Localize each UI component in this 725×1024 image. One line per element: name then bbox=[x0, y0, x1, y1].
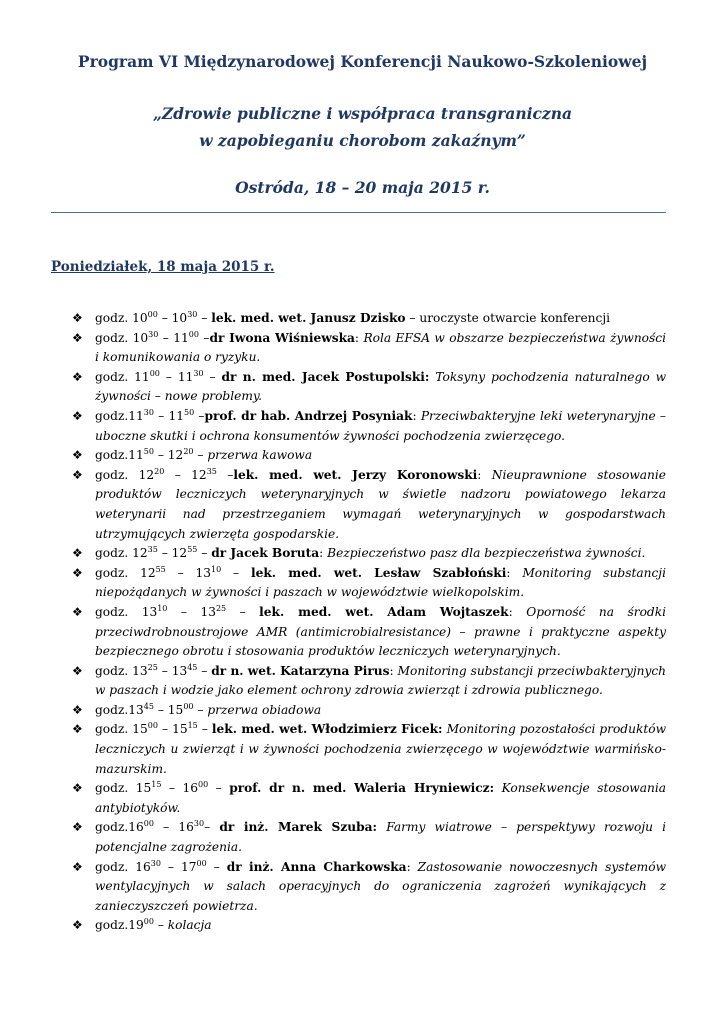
speaker-name: lek. med. wet. Lesław Szabłoński bbox=[250, 565, 507, 580]
schedule-item bbox=[72, 701, 666, 721]
start-minutes: 55 bbox=[155, 564, 166, 574]
end-hour: 13 bbox=[171, 663, 188, 678]
speaker-name: lek. med. wet. Włodzimierz Ficek: bbox=[211, 722, 443, 737]
speaker-separator: : bbox=[506, 565, 523, 580]
speaker-separator: : bbox=[477, 467, 492, 482]
time-prefix: godz. bbox=[95, 918, 129, 933]
start-minutes: 00 bbox=[143, 917, 154, 927]
start-hour: 13 bbox=[132, 663, 148, 678]
schedule-item bbox=[72, 564, 666, 603]
end-minutes: 45 bbox=[187, 662, 198, 672]
time-separator: – bbox=[157, 722, 173, 737]
talk-title: Farmy wiatrowe – perspektywy rozwoju i potencjalne zagrożenia. bbox=[95, 820, 667, 855]
end-minutes: 10 bbox=[211, 564, 222, 574]
start-hour: 11 bbox=[128, 448, 144, 463]
talk-title: przerwa kawowa bbox=[207, 448, 313, 463]
time-prefix: godz. bbox=[95, 408, 129, 423]
time-suffix: – bbox=[221, 565, 251, 580]
end-minutes: 00 bbox=[183, 701, 194, 711]
schedule-item bbox=[72, 368, 666, 407]
diamond-bullet-icon: ❖ bbox=[72, 330, 83, 345]
time-suffix: – bbox=[193, 448, 208, 463]
end-hour: 12 bbox=[191, 467, 207, 482]
diamond-bullet-icon: ❖ bbox=[72, 859, 83, 874]
start-minutes: 45 bbox=[143, 701, 154, 711]
schedule-item bbox=[72, 603, 666, 662]
talk-title: Rola EFSA w obszarze bezpieczeństwa żywności i komunikowania o ryzyku. bbox=[95, 330, 667, 365]
diamond-bullet-icon: ❖ bbox=[72, 820, 83, 835]
end-minutes: 00 bbox=[197, 780, 209, 790]
time-suffix: – bbox=[216, 467, 234, 482]
time-separator: – bbox=[153, 820, 179, 835]
start-hour: 16 bbox=[135, 859, 151, 874]
end-minutes: 30 bbox=[193, 368, 204, 378]
end-minutes: 50 bbox=[183, 407, 195, 417]
speaker-name: lek. med. wet. Janusz Dzisko bbox=[211, 311, 406, 325]
start-hour: 12 bbox=[132, 546, 148, 561]
start-minutes: 10 bbox=[157, 603, 168, 613]
end-hour: 15 bbox=[172, 722, 188, 737]
speaker-name: dr Jacek Boruta bbox=[211, 546, 320, 561]
time-suffix: – bbox=[197, 546, 212, 561]
time-suffix: – bbox=[198, 330, 210, 345]
talk-title: Monitoring pozostałości produktów leczniczych u zwierząt i w żywności pochodzenia zwierzęcego w województwie warmińsko-mazurskim. bbox=[95, 722, 667, 776]
diamond-bullet-icon: ❖ bbox=[72, 369, 83, 384]
schedule-item bbox=[72, 818, 666, 857]
time-prefix: godz. bbox=[95, 546, 133, 561]
time-separator: – bbox=[157, 311, 172, 325]
day-heading: Poniedziałek, 18 maja 2015 r. bbox=[51, 259, 275, 275]
start-minutes: 30 bbox=[143, 407, 154, 417]
start-hour: 19 bbox=[128, 918, 144, 933]
time-prefix: godz. bbox=[95, 722, 133, 737]
end-hour: 11 bbox=[168, 408, 184, 423]
schedule-item bbox=[72, 779, 666, 818]
start-minutes: 25 bbox=[147, 662, 158, 672]
end-hour: 11 bbox=[173, 330, 189, 345]
schedule-list bbox=[72, 309, 666, 936]
start-minutes: 00 bbox=[147, 721, 158, 731]
time-prefix: godz. bbox=[95, 448, 129, 463]
start-minutes: 30 bbox=[150, 858, 161, 868]
time-prefix: godz. bbox=[95, 663, 133, 678]
diamond-bullet-icon: ❖ bbox=[72, 663, 83, 678]
talk-title: Przeciwbakteryjne leki weterynaryjne – uboczne skutki i ochrona konsumentów żywności pochodzenia zwierzęcego. bbox=[95, 408, 666, 443]
time-prefix: godz. bbox=[95, 565, 141, 580]
time-separator: – bbox=[153, 702, 168, 717]
time-suffix: – bbox=[193, 702, 208, 717]
start-minutes: 00 bbox=[149, 368, 160, 378]
subtitle-line-2: w zapobieganiu chorobom zakaźnym” bbox=[199, 131, 526, 150]
time-separator: – bbox=[160, 859, 181, 874]
time-suffix: – bbox=[153, 918, 168, 933]
end-minutes: 15 bbox=[187, 721, 198, 731]
time-suffix: – bbox=[206, 859, 227, 874]
talk-title: Zastosowanie nowoczesnych systemów wentylacyjnych w salach operacyjnych do ograniczenia zagrożeń wynikających z zanieczyszczeń powietrza. bbox=[95, 859, 667, 913]
speaker-name: dr n. med. Jacek Postupolski: bbox=[221, 369, 430, 384]
document-title: Program VI Międzynarodowej Konferencji Naukowo-Szkoleniowej bbox=[77, 52, 648, 71]
time-separator: – bbox=[164, 467, 192, 482]
conference-subtitle bbox=[0, 100, 725, 154]
item-description: – uroczyste otwarcie konferencji bbox=[405, 311, 611, 325]
end-minutes: 00 bbox=[196, 858, 207, 868]
speaker-name: prof. dr n. med. Waleria Hryniewicz: bbox=[229, 781, 495, 796]
schedule-item bbox=[72, 329, 666, 368]
time-prefix: godz. bbox=[95, 702, 129, 717]
start-hour: 13 bbox=[128, 702, 144, 717]
time-prefix: godz. bbox=[95, 467, 139, 482]
speaker-separator: : bbox=[319, 546, 328, 561]
diamond-bullet-icon: ❖ bbox=[72, 565, 83, 580]
start-hour: 10 bbox=[132, 311, 148, 325]
start-hour: 12 bbox=[140, 565, 156, 580]
end-minutes: 35 bbox=[206, 466, 217, 476]
start-hour: 13 bbox=[141, 604, 158, 619]
speaker-separator: : bbox=[354, 330, 364, 345]
header-divider bbox=[51, 212, 666, 213]
time-suffix: – bbox=[204, 820, 220, 835]
diamond-bullet-icon: ❖ bbox=[72, 781, 83, 796]
diamond-bullet-icon: ❖ bbox=[72, 467, 83, 482]
time-suffix: – bbox=[208, 781, 230, 796]
speaker-name: lek. med. wet. Jerzy Koronowski bbox=[233, 467, 478, 482]
schedule-item bbox=[72, 407, 666, 446]
place-and-date: Ostróda, 18 – 20 maja 2015 r. bbox=[235, 178, 490, 197]
diamond-bullet-icon: ❖ bbox=[72, 918, 83, 933]
time-separator: – bbox=[157, 546, 172, 561]
speaker-name: dr n. wet. Katarzyna Pirus bbox=[211, 663, 390, 678]
speaker-name: dr Iwona Wiśniewska bbox=[209, 330, 355, 345]
time-suffix: – bbox=[226, 604, 260, 619]
subtitle-line-1: „Zdrowie publiczne i współpraca transgraniczna bbox=[152, 104, 573, 123]
start-hour: 16 bbox=[128, 820, 144, 835]
talk-title: Oporność na środki przeciwdrobnoustrojowe AMR (antimicrobialresistance) – prawne i praktyczne aspekty bezpiecznego obrotu i stosowania produktów leczniczych weterynaryjnych. bbox=[95, 604, 666, 659]
time-separator: – bbox=[158, 330, 174, 345]
schedule-item bbox=[72, 720, 666, 779]
talk-title: Konsekwencje stosowania antybiotyków. bbox=[95, 781, 666, 815]
talk-title: Toksyny pochodzenia naturalnego w żywności – nowe problemy. bbox=[95, 369, 667, 404]
start-minutes: 35 bbox=[147, 545, 158, 555]
end-hour: 16 bbox=[178, 820, 194, 835]
speaker-name: lek. med. wet. Adam Wojtaszek bbox=[259, 604, 509, 619]
end-hour: 11 bbox=[177, 369, 194, 384]
time-prefix: godz. bbox=[95, 369, 135, 384]
speaker-separator bbox=[494, 781, 501, 795]
start-minutes: 00 bbox=[143, 819, 154, 829]
schedule-item bbox=[72, 309, 666, 329]
start-minutes: 15 bbox=[151, 780, 162, 790]
time-separator: – bbox=[159, 369, 178, 384]
schedule-item bbox=[72, 662, 666, 701]
diamond-bullet-icon: ❖ bbox=[72, 408, 83, 423]
speaker-name: prof. dr hab. Andrzej Posyniak bbox=[204, 408, 413, 423]
time-separator: – bbox=[167, 604, 201, 619]
speaker-separator bbox=[377, 820, 386, 834]
end-minutes: 30 bbox=[187, 310, 198, 319]
start-hour: 10 bbox=[132, 330, 149, 345]
time-separator: – bbox=[161, 781, 183, 796]
end-minutes: 25 bbox=[215, 603, 227, 613]
time-prefix: godz. bbox=[95, 859, 136, 874]
time-suffix: – bbox=[203, 369, 222, 384]
speaker-separator: : bbox=[406, 859, 418, 874]
end-minutes: 20 bbox=[183, 447, 194, 457]
talk-title: przerwa obiadowa bbox=[207, 702, 322, 717]
start-minutes: 50 bbox=[143, 447, 154, 457]
schedule-item bbox=[72, 916, 666, 936]
diamond-bullet-icon: ❖ bbox=[72, 722, 83, 737]
speaker-separator: : bbox=[389, 663, 398, 678]
end-hour: 16 bbox=[182, 781, 198, 796]
time-separator: – bbox=[153, 448, 168, 463]
diamond-bullet-icon: ❖ bbox=[72, 448, 83, 463]
speaker-name: dr inż. Marek Szuba: bbox=[219, 820, 378, 835]
start-hour: 11 bbox=[134, 369, 150, 384]
end-minutes: 00 bbox=[188, 329, 199, 339]
time-suffix: – bbox=[197, 722, 212, 737]
start-hour: 11 bbox=[128, 408, 144, 423]
diamond-bullet-icon: ❖ bbox=[72, 311, 83, 325]
talk-title: Nieuprawnione stosowanie produktów leczniczych weterynaryjnych w świetle nadzoru powiatowego lekarza weterynarii nad przestrzeganiem wymagań weterynaryjnych w gospodarstwach utrzymujących zwierzęta gospodarskie. bbox=[95, 467, 666, 541]
diamond-bullet-icon: ❖ bbox=[72, 546, 83, 561]
start-hour: 12 bbox=[138, 467, 155, 482]
start-minutes: 00 bbox=[147, 310, 158, 319]
time-prefix: godz. bbox=[95, 604, 142, 619]
start-hour: 15 bbox=[132, 722, 148, 737]
end-hour: 13 bbox=[195, 565, 212, 580]
time-suffix: – bbox=[197, 311, 212, 325]
start-minutes: 20 bbox=[154, 466, 165, 476]
end-hour: 10 bbox=[171, 311, 188, 325]
speaker-name: dr inż. Anna Charkowska bbox=[226, 859, 407, 874]
schedule-item bbox=[72, 858, 666, 917]
start-minutes: 30 bbox=[148, 329, 159, 339]
talk-title: Monitoring substancji przeciwbakteryjnych w paszach i wodzie jako element ochrony zdrowia zwierząt i zdrowia publicznego. bbox=[95, 663, 667, 698]
diamond-bullet-icon: ❖ bbox=[72, 702, 83, 717]
end-minutes: 55 bbox=[187, 545, 198, 555]
schedule-item bbox=[72, 446, 666, 466]
time-prefix: godz. bbox=[95, 311, 133, 325]
time-prefix: godz. bbox=[95, 781, 136, 796]
diamond-bullet-icon: ❖ bbox=[72, 604, 83, 619]
time-separator: – bbox=[157, 663, 172, 678]
speaker-separator: : bbox=[508, 604, 527, 619]
end-hour: 15 bbox=[167, 702, 184, 717]
end-hour: 17 bbox=[180, 859, 197, 874]
end-hour: 13 bbox=[200, 604, 216, 619]
time-suffix: – bbox=[194, 408, 205, 423]
time-separator: – bbox=[153, 408, 169, 423]
speaker-separator: : bbox=[412, 408, 421, 423]
schedule-item bbox=[72, 466, 666, 544]
end-hour: 12 bbox=[167, 448, 184, 463]
time-prefix: godz. bbox=[95, 330, 133, 345]
time-prefix: godz. bbox=[95, 820, 129, 835]
talk-title: Monitoring substancji niepożądanych w żywności i paszach w województwie wielkopolskim. bbox=[95, 565, 666, 600]
talk-title: kolacja bbox=[167, 918, 212, 933]
time-separator: – bbox=[165, 565, 196, 580]
start-hour: 15 bbox=[135, 781, 152, 796]
end-hour: 12 bbox=[171, 546, 188, 561]
schedule-item bbox=[72, 544, 666, 564]
time-suffix: – bbox=[197, 663, 212, 678]
talk-title: Bezpieczeństwo pasz dla bezpieczeństwa żywności. bbox=[327, 546, 646, 561]
end-minutes: 30 bbox=[193, 819, 205, 829]
